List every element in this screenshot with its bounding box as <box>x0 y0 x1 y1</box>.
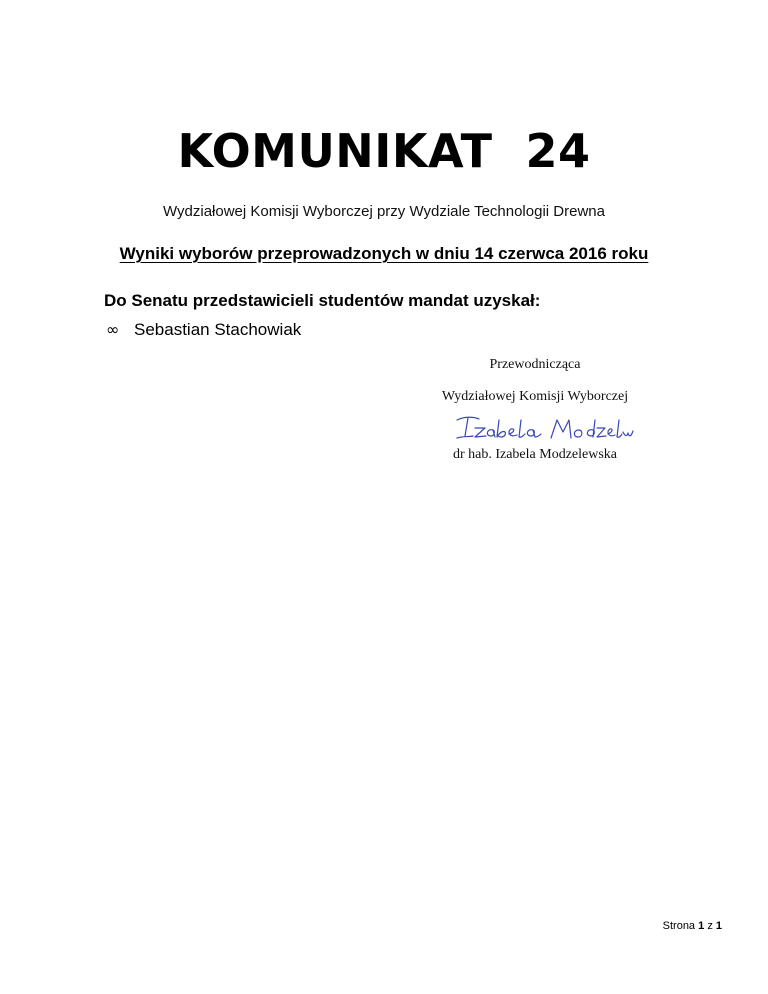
page-total: 1 <box>715 920 722 932</box>
handwritten-signature <box>435 412 635 444</box>
signatory-committee: Wydziałowej Komisji Wyborczej <box>441 389 629 404</box>
page-footer <box>663 920 722 932</box>
list-item <box>104 318 301 342</box>
signature-block <box>410 356 660 464</box>
elected-name: Sebastian Stachowiak <box>134 320 302 339</box>
committee-subtitle: Wydziałowej Komisji Wyborczej przy Wydziale Technologii Drewna <box>163 203 605 220</box>
infinity-bullet-icon: ∞ <box>106 320 120 339</box>
elected-list <box>104 318 301 342</box>
page-word: Strona <box>662 920 696 932</box>
results-heading: Wyniki wyborów przeprowadzonych w dniu 14 czerwca 2016 roku <box>119 244 649 263</box>
communique-title: KOMUNIKAT 24 <box>177 124 591 178</box>
page-of: z <box>707 920 713 932</box>
senate-heading: Do Senatu przedstawicieli studentów mandat uzyskał: <box>104 291 541 310</box>
page-current: 1 <box>698 920 705 932</box>
signatory-role: Przewodnicząca <box>489 357 581 372</box>
signatory-name: dr hab. Izabela Modzelewska <box>452 447 618 462</box>
